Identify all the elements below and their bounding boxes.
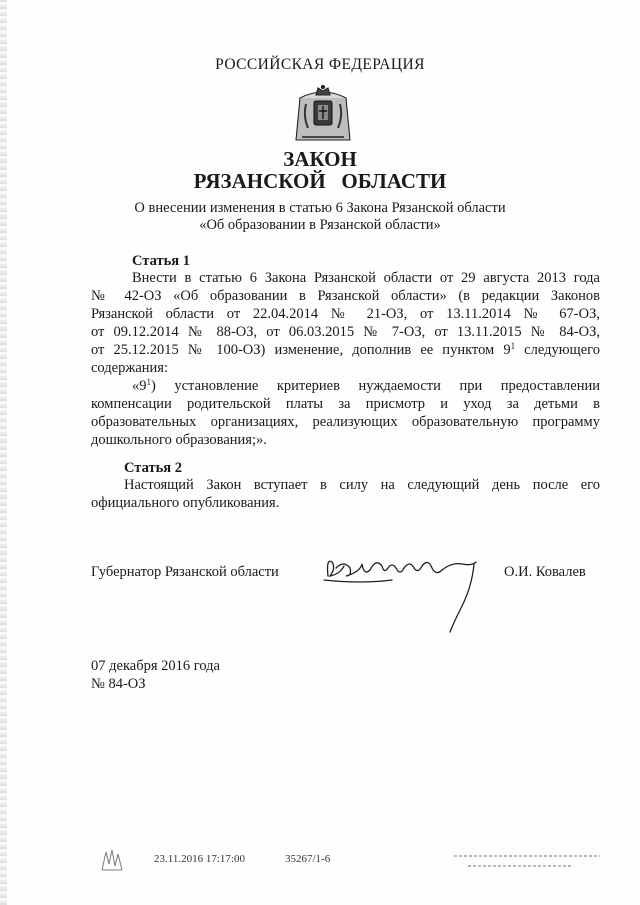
law-number: № 84-ОЗ [91, 676, 146, 692]
governor-name: О.И. Ковалев [504, 564, 586, 580]
law-title-line2: РЯЗАНСКОЙ ОБЛАСТИ [193, 169, 447, 193]
governor-position: Губернатор Рязанской области [91, 564, 279, 580]
article-1-line: Рязанской области от 22.04.2014 № 21-ОЗ, от 13.11.2014 № 67-ОЗ, [91, 306, 600, 322]
article-1-line: от 09.12.2014 № 88-ОЗ, от 06.03.2015 № 7-ОЗ, от 13.11.2015 № 84-ОЗ, [91, 324, 600, 340]
country-heading: РОССИЙСКАЯ ФЕДЕРАЦИЯ [215, 56, 425, 73]
quote-line: дошкольного образования;». [91, 432, 267, 448]
handwritten-signature-icon [322, 546, 484, 636]
superscript: 1 [146, 377, 151, 387]
article-2-body [91, 476, 600, 512]
article-1-line: № 42-ОЗ «Об образовании в Рязанской области» (в редакции Законов [91, 288, 600, 304]
scan-edge-artifact [0, 0, 7, 905]
quote-first-tail: ) установление критериев нуждаемости при предоставлении [151, 378, 600, 394]
footer-timestamp: 23.11.2016 17:17:00 [154, 853, 245, 865]
superscript: 1 [510, 341, 516, 351]
article-1-line-tail: следующего [515, 342, 600, 358]
article-1-line: Внести в статью 6 Закона Рязанской области от 29 августа 2013 года [132, 270, 600, 286]
article-1-line-text: от 25.12.2015 № 100-ОЗ) изменение, дополнив ее пунктом 9 [91, 342, 511, 358]
law-date: 07 декабря 2016 года [91, 658, 220, 674]
law-subtitle-line2: «Об образовании в Рязанской области» [199, 217, 441, 233]
article-2-line: официального опубликования. [91, 495, 280, 511]
quote-line [91, 377, 600, 395]
law-subtitle [0, 200, 640, 234]
article-1-heading: Статья 1 [132, 253, 190, 269]
quote-open: «9 [132, 378, 147, 394]
article-1-line [91, 341, 600, 359]
article-1-line: содержания: [91, 360, 169, 376]
article-2-heading: Статья 2 [124, 460, 182, 476]
law-title-line1: ЗАКОН [283, 147, 357, 171]
coat-of-arms-icon [292, 82, 354, 144]
law-subtitle-line1: О внесении изменения в статью 6 Закона Рязанской области [134, 200, 506, 216]
quote-line: образовательных организациях, реализующих образовательную программу [91, 414, 600, 430]
article-2-line: Настоящий Закон вступает в силу на следующий день после его [124, 477, 600, 493]
quote-line: компенсации родительской платы за присмотр и уход за детьми в [91, 396, 600, 412]
article-1-body [91, 269, 600, 449]
faded-stamp-icon [452, 850, 602, 876]
footer-doc-code: 35267/1-6 [285, 853, 331, 865]
registration-mark-icon [100, 848, 124, 872]
law-title [0, 148, 640, 192]
